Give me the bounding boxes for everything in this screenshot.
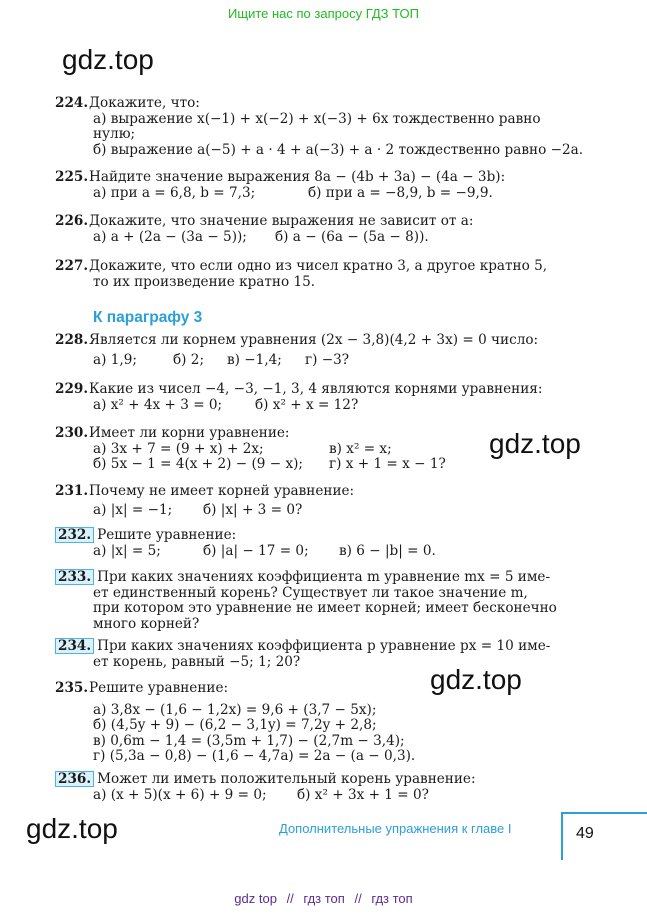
item-c: в) −1,4; xyxy=(227,351,282,368)
item-b: б) |a| − 17 = 0; xyxy=(203,542,309,559)
exercise-title: Найдите значение выражения 8a − (4b + 3a) − (4a − 3b): xyxy=(89,169,506,185)
item-a: а) 1,9; xyxy=(93,351,137,368)
exercise-text: При каких значениях коэффициента m уравнение mx = 5 име- xyxy=(97,569,551,585)
exercise-title: Докажите, что значение выражения не зависит от a: xyxy=(89,213,474,229)
exercise-title: Решите уравнение: xyxy=(89,680,229,696)
item-b: б) x² + 3x + 1 = 0? xyxy=(297,786,429,803)
exercise-text: При каких значениях коэффициента p уравнение px = 10 име- xyxy=(97,638,551,654)
watermark-bottom: gdz.top xyxy=(26,813,118,844)
watermark-top: gdz.top xyxy=(62,44,154,75)
exercise-229 xyxy=(55,382,565,413)
item-b: б) x² + x = 12? xyxy=(255,396,359,413)
watermark-lower: gdz.top xyxy=(430,664,522,695)
exercise-text-cont: много корней? xyxy=(93,615,200,632)
exercise-234 xyxy=(55,638,565,670)
exercise-number: 235. xyxy=(55,680,89,696)
item-a: а) (x + 5)(x + 6) + 9 = 0; xyxy=(93,786,267,803)
page-number: 49 xyxy=(576,825,594,842)
item-a: а) |x| = 5; xyxy=(93,542,161,559)
exercise-225 xyxy=(55,170,565,201)
page-number-divider xyxy=(561,812,563,860)
exercise-text-cont: то их произведение кратно 15. xyxy=(93,273,316,290)
item-a: а) a + (2a − (3a − 5)); xyxy=(93,228,247,245)
bottom-link-1[interactable]: gdz top xyxy=(234,891,277,906)
exercise-text: Докажите, что если одно из чисел кратно 3, а другое кратно 5, xyxy=(89,258,548,274)
exercise-232 xyxy=(55,527,565,559)
exercise-text-cont: ет корень, равный −5; 1; 20? xyxy=(93,653,301,670)
watermark-middle: gdz.top xyxy=(489,428,581,459)
exercise-title: Имеет ли корни уравнение: xyxy=(89,425,290,441)
exercise-number: 229. xyxy=(55,381,89,397)
item-g: г) x + 1 = x − 1? xyxy=(329,456,446,472)
exercise-number: 231. xyxy=(55,483,89,499)
page-number-rule xyxy=(561,812,647,814)
item-d: г) −3? xyxy=(305,351,350,368)
section-title: К параграфу 3 xyxy=(93,309,203,326)
exercise-number-highlighted: 232. xyxy=(55,527,94,543)
exercise-title: Какие из чисел −4, −3, −1, 3, 4 являются корнями уравнения: xyxy=(89,381,543,397)
exercise-228 xyxy=(55,333,565,368)
exercise-number: 226. xyxy=(55,213,89,229)
top-banner[interactable]: Ищите нас по запросу ГДЗ ТОП xyxy=(228,6,419,21)
exercise-text-cont: при котором это уравнение не имеет корней; имеет бесконечно xyxy=(93,600,557,616)
bottom-separator-1: // xyxy=(286,891,294,906)
exercise-236 xyxy=(55,771,565,803)
item-b: б) (4,5y + 9) − (6,2 − 3,1y) = 7,2y + 2,8; xyxy=(93,717,377,733)
exercise-title: Докажите, что: xyxy=(89,95,200,111)
exercise-number: 228. xyxy=(55,332,89,348)
item-b: б) при a = −8,9, b = −9,9. xyxy=(308,184,493,201)
exercise-title: Может ли иметь положительный корень уравнение: xyxy=(97,771,476,787)
exercise-title: Является ли корнем уравнения (2x − 3,8)(4,2 + 3x) = 0 число: xyxy=(89,332,539,348)
item-b: б) 2; xyxy=(173,351,205,368)
item-a: а) |x| = −1; xyxy=(93,501,173,518)
exercise-233 xyxy=(55,569,565,632)
item-b: б) 5x − 1 = 4(x + 2) − (9 − x); xyxy=(93,456,304,472)
exercise-number: 224. xyxy=(55,95,89,111)
bottom-link-3[interactable]: гдз топ xyxy=(371,891,413,906)
bottom-separator-2: // xyxy=(354,891,362,906)
item-a-cont: нулю; xyxy=(93,126,136,142)
exercise-227 xyxy=(55,259,565,290)
exercise-231 xyxy=(55,484,565,518)
exercise-number-highlighted: 236. xyxy=(55,771,94,787)
exercise-number: 225. xyxy=(55,169,89,185)
exercise-224 xyxy=(55,95,584,158)
item-d: г) (5,3a − 0,8) − (1,6 − 4,7a) = 2a − (a − 0,3). xyxy=(93,748,416,764)
item-b: б) |x| + 3 = 0? xyxy=(203,501,303,518)
chapter-footer: Дополнительные упражнения к главе I xyxy=(279,821,512,836)
item-a: а) 3x + 7 = (9 + x) + 2x; xyxy=(93,440,264,457)
item-b: б) выражение a(−5) + a · 4 + a(−3) + a · 2 тождественно равно −2a. xyxy=(93,141,584,158)
exercise-226 xyxy=(55,214,565,245)
exercise-title: Почему не имеет корней уравнение: xyxy=(89,483,355,499)
exercise-number: 230. xyxy=(55,425,89,441)
exercise-title: Решите уравнение: xyxy=(97,527,237,543)
item-v: в) x² = x; xyxy=(329,440,392,457)
item-c: в) 0,6m − 1,4 = (3,5m + 1,7) − (2,7m − 3,4); xyxy=(93,732,405,749)
item-c: в) 6 − |b| = 0. xyxy=(339,542,436,559)
exercise-235 xyxy=(55,681,565,765)
exercise-230 xyxy=(55,426,565,473)
item-a: а) при a = 6,8, b = 7,3; xyxy=(93,184,256,201)
bottom-links xyxy=(0,891,647,906)
exercise-text-cont: ет единственный корень? Существует ли такое значение m, xyxy=(93,584,528,601)
item-a: а) 3,8x − (1,6 − 1,2x) = 9,6 + (3,7 − 5x); xyxy=(93,701,377,718)
exercise-number-highlighted: 234. xyxy=(55,638,94,654)
exercise-number-highlighted: 233. xyxy=(55,569,94,585)
item-a: а) выражение x(−1) + x(−2) + x(−3) + 6x тождественно равно xyxy=(93,110,541,127)
item-a: а) x² + 4x + 3 = 0; xyxy=(93,396,223,413)
item-b: б) a − (6a − (5a − 8)). xyxy=(275,228,429,245)
bottom-link-2[interactable]: гдз топ xyxy=(303,891,345,906)
exercise-number: 227. xyxy=(55,258,89,274)
